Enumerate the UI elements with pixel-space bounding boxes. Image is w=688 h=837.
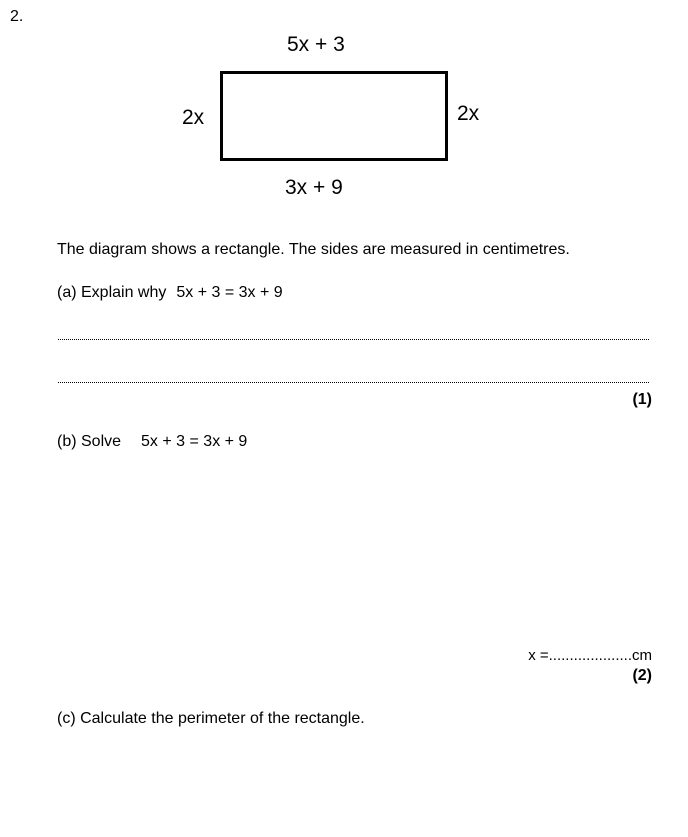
- intro-text: The diagram shows a rectangle. The sides are measured in centimetres.: [57, 241, 570, 258]
- part-b-answer-line[interactable]: [528, 647, 652, 664]
- part-b-question: [57, 433, 247, 451]
- side-label-top: 5x + 3: [287, 33, 345, 56]
- part-b-marks: (2): [632, 667, 652, 684]
- answer-line-1[interactable]: [58, 339, 649, 340]
- answer-unit: cm: [632, 647, 652, 664]
- side-label-left: 2x: [182, 106, 205, 129]
- question-number: 2.: [10, 8, 24, 25]
- part-a-question: [57, 284, 283, 302]
- part-b-label: (b) Solve: [57, 433, 122, 450]
- rectangle-shape: [220, 71, 448, 161]
- part-a-label: (a) Explain why: [57, 284, 167, 301]
- part-c-question: (c) Calculate the perimeter of the rectangle.: [57, 710, 365, 727]
- part-a-expression: 5x + 3 = 3x + 9: [176, 284, 283, 301]
- part-b-expression: 5x + 3 = 3x + 9: [141, 433, 248, 450]
- answer-dots[interactable]: ....................: [548, 647, 632, 664]
- part-a-marks: (1): [632, 391, 652, 408]
- rectangle-diagram: [0, 0, 688, 230]
- side-label-bottom: 3x + 9: [285, 176, 343, 199]
- answer-prefix: x =: [528, 647, 549, 664]
- side-label-right: 2x: [457, 102, 480, 125]
- answer-line-2[interactable]: [58, 382, 649, 383]
